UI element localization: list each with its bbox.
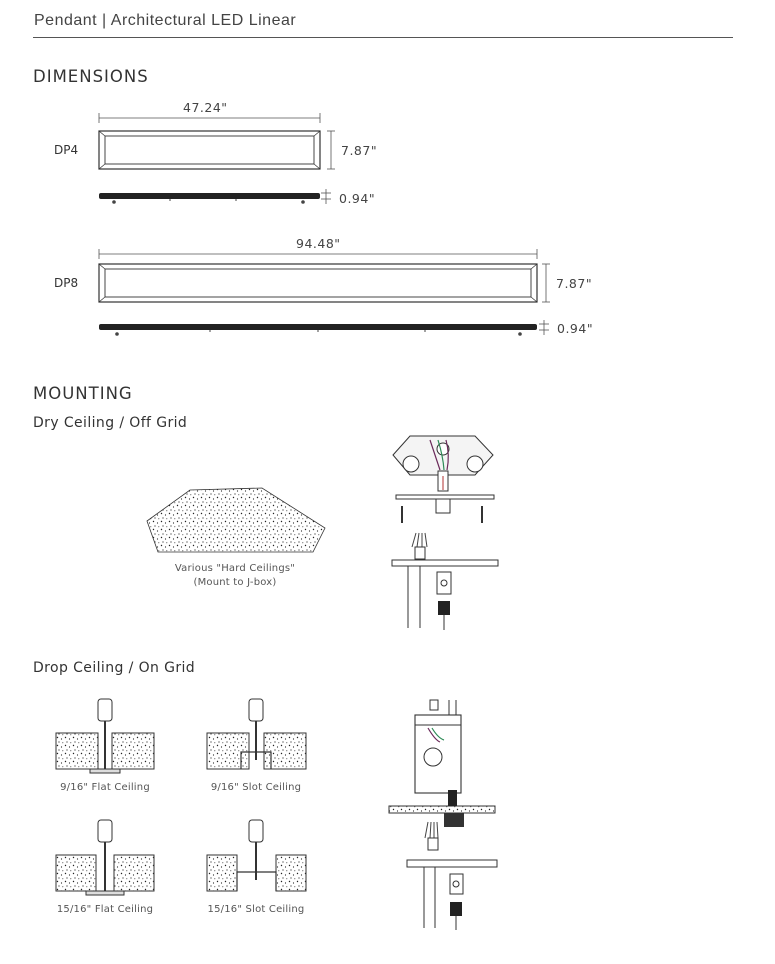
caption-1516-flat: 15/16" Flat Ceiling xyxy=(56,904,154,915)
caption-916-slot: 9/16" Slot Ceiling xyxy=(210,782,302,793)
caption-1516-slot: 15/16" Slot Ceiling xyxy=(207,904,305,915)
caption-916-flat: 9/16" Flat Ceiling xyxy=(60,782,150,793)
dry-caption-line1: Various "Hard Ceilings" xyxy=(174,563,296,574)
dry-caption-line2: (Mount to J-box) xyxy=(193,577,277,588)
page-header-title: Pendant | Architectural LED Linear xyxy=(34,12,297,29)
dry-ceiling-title: Dry Ceiling / Off Grid xyxy=(33,415,188,431)
dp4-model-label: DP4 xyxy=(54,143,79,157)
dp4-length-label: 47.24" xyxy=(183,100,228,115)
dp8-length-label: 94.48" xyxy=(296,236,341,251)
dp4-width-label: 7.87" xyxy=(341,143,378,158)
dp8-width-label: 7.87" xyxy=(556,276,593,291)
dp4-height-label: 0.94" xyxy=(339,191,376,206)
dimensions-heading: DIMENSIONS xyxy=(33,67,149,86)
dp8-height-label: 0.94" xyxy=(557,321,594,336)
mounting-heading: MOUNTING xyxy=(33,384,133,403)
drop-ceiling-title: Drop Ceiling / On Grid xyxy=(33,660,196,676)
dp8-model-label: DP8 xyxy=(54,276,79,290)
